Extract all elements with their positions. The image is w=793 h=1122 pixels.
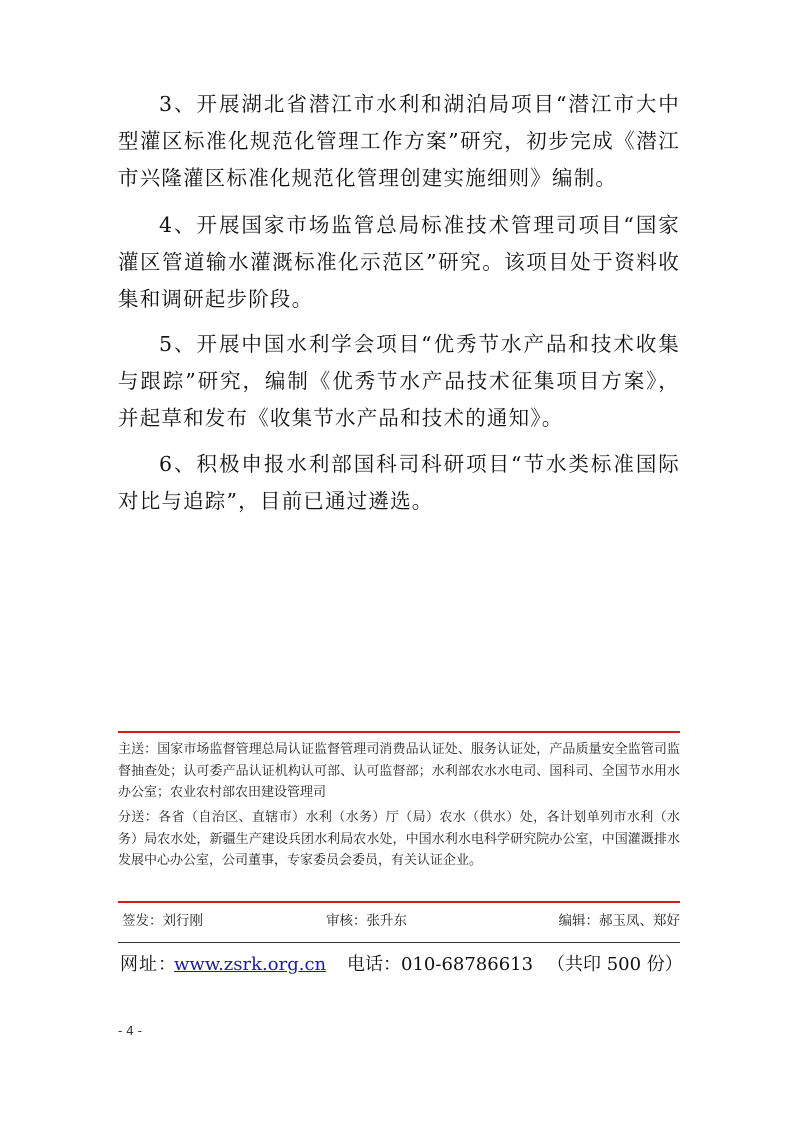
paragraph-5 <box>118 326 680 437</box>
paragraph-6-text: 6、积极申报水利部国科司科研项目“节水类标准国际对比与追踪”，目前已通过遴选。 <box>118 452 680 513</box>
phone-number: 电话：010-68786613 <box>347 954 534 975</box>
paragraph-4-text: 4、开展国家市场监管总局标准技术管理司项目“国家灌区管道输水灌溉标准化示范区”研究。该项目处于资料收集和调研起步阶段。 <box>118 213 680 311</box>
recipients-main: 主送：国家市场监督管理总局认证监督管理司消费品认证处、服务认证处，产品质量安全监管司监督抽查处；认可委产品认证机构认可部、认可监督部；水利部农水水电司、国科司、全国节水用水办公室；农业农村部农田建设管理司 <box>118 742 680 800</box>
signoff-issuer: 签发：刘行刚 <box>122 913 203 929</box>
paragraph-3-text: 3、开展湖北省潜江市水利和湖泊局项目“潜江市大中型灌区标准化规范化管理工作方案”研究，初步完成《潜江市兴隆灌区标准化规范化管理创建实施细则》编制。 <box>118 92 680 190</box>
paragraph-5-text: 5、开展中国水利学会项目“优秀节水产品和技术收集与跟踪”研究，编制《优秀节水产品技术征集项目方案》，并起草和发布《收集节水产品和技术的通知》。 <box>118 332 680 430</box>
page-number: - 4 - <box>118 1024 142 1038</box>
paragraph-3 <box>118 86 680 197</box>
signoff-reviewer: 审核：张升东 <box>326 913 407 929</box>
divider-middle-red <box>118 901 680 903</box>
signoff-editor: 编辑：郝玉凤、郑好 <box>558 913 680 929</box>
website-label: 网址： <box>120 954 177 975</box>
paragraph-6 <box>118 446 680 520</box>
paragraph-4 <box>118 207 680 318</box>
divider-top-red <box>118 731 680 733</box>
print-copies: （共印 500 份） <box>547 954 683 975</box>
recipients-copy: 分送：各省（自治区、直辖市）水利（水务）厅（局）农水（供水）处，各计划单列市水利（水务）局农水处，新疆生产建设兵团水利局农水处，中国水利水电科学研究院办公室，中国灌溉排水发展中心办公室，公司董事，专家委员会委员，有关认证企业。 <box>118 810 680 868</box>
website-link[interactable]: www.zsrk.org.cn <box>174 954 327 975</box>
divider-bottom <box>118 942 680 943</box>
